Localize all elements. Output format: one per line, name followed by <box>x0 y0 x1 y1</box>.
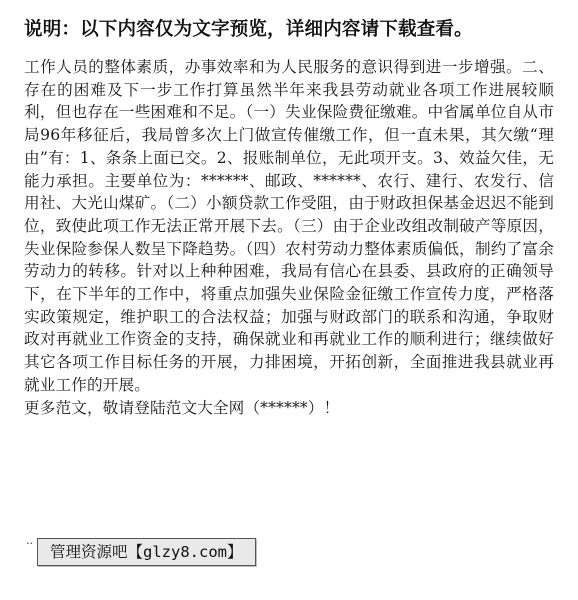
footer-row <box>26 538 256 566</box>
document-body-paragraph: 工作人员的整体素质，办事效率和为人民服务的意识得到进一步增强。二、存在的困难及下一步工作打算虽然半年来我县劳动就业各项工作进展较顺利，但也存在一些困难和不足。（一）失业保险费征缴难。中省属单位自从市局96年移征后，我局曾多次上门做宣传催缴工作，但一直未果，其欠缴“理由”有：1、条条上面已交。2、报账制单位，无此项开支。3、效益欠佳，无能力承担。主要单位为：******、邮政、******、农行、建行、农发行、信用社、大光山煤矿。（二）小额贷款工作受阻，由于财政担保基金迟迟不能到位，致使此项工作无法正常开展下去。（三）由于企业改组改制破产等原因，失业保险参保人数呈下降趋势。（四）农村劳动力整体素质偏低，制约了富余劳动力的转移。针对以上种种困难，我局有信心在县委、县政府的正确领导下，在下半年的工作中，将重点加强失业保险金征缴工作宣传力度，严格落实政策规定，维护职工的合法权益；加强与财政部门的联系和沟通，争取财政对再就业工作资金的支持，确保就业和再就业工作的顺利进行；继续做好其它各项工作目标任务的开展，力排困境，开拓创新，全面推进我县就业再就业工作的开展。 <box>24 58 554 394</box>
more-samples-line: 更多范文，敬请登陆范文大全网（******）！ <box>24 398 340 417</box>
preview-notice: 说明：以下内容仅为文字预览，详细内容请下载查看。 <box>24 19 473 40</box>
site-link-button[interactable]: 管理资源吧【glzy8.com】 <box>37 538 256 566</box>
footer-dots: ·· <box>26 537 33 550</box>
